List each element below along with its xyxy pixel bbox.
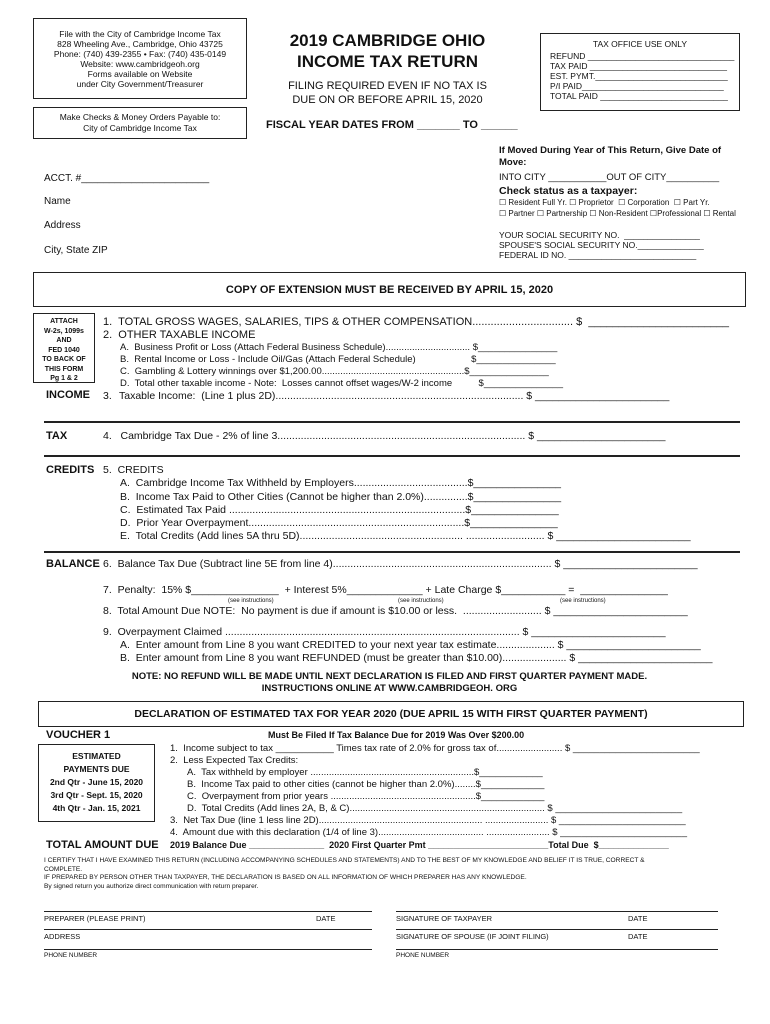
total-amount-due-label: TOTAL AMOUNT DUE [46,839,159,851]
office-info-line: 828 Wheeling Ave., Cambridge, Ohio 43725 [57,39,223,49]
city-state-zip-field[interactable]: City, State ZIP [44,245,108,256]
balance-label: BALANCE [46,558,100,570]
office-use-est-pymt: EST. PYMT.____________________________ [550,71,728,81]
check-status-label: Check status as a taxpayer: [499,185,638,197]
line-5e-total-credits[interactable]: E. Total Credits (Add lines 5A thru 5D)........................................................ ........................... $ _______________________ [120,530,691,542]
attach-box [33,313,95,383]
moved-heading [499,145,721,169]
line-9a-credited[interactable]: A. Enter amount from Line 8 you want CREDITED to your next year tax estimate.................... $ _______________________ [120,639,701,651]
taxpayer-phone-label[interactable]: PHONE NUMBER [396,952,450,959]
estimated-payments-box [38,744,155,822]
fiscal-year-dates: FISCAL YEAR DATES FROM _______ TO ______ [266,119,518,131]
voucher-requirement: Must Be Filed If Tax Balance Due for 2019 Was Over $200.00 [268,730,525,740]
signature-line [396,911,718,912]
line-2d[interactable]: D. Total other taxable income - Note: Losses cannot offset wages/W-2 income $_______________ [120,378,564,389]
est-line: 3rd Qtr - Sept. 15, 2020 [50,790,143,800]
see-instructions-note: (see instructions) [228,598,274,604]
attach-line: FED 1040 [48,346,80,354]
attach-line: W-2s, 1099s [44,327,84,335]
divider [44,455,740,457]
certification-text [44,857,744,891]
office-use-title: TAX OFFICE USE ONLY [592,39,688,49]
line-1-gross-wages[interactable]: 1. TOTAL GROSS WAGES, SALARIES, TIPS & OTHER COMPENSATION................................. $ _______________________ [103,316,730,328]
est-line: 2nd Qtr - June 15, 2020 [49,777,144,787]
federal-id-field[interactable]: FEDERAL ID NO. ___________________________ [499,250,697,260]
title-line-1: 2019 CAMBRIDGE OHIO [289,31,486,50]
preparer-label[interactable]: PREPARER (PLEASE PRINT) [44,914,146,923]
attach-line: ATTACH [50,318,78,325]
credits-label: CREDITS [46,464,95,476]
line-4-tax-due[interactable]: 4. Cambridge Tax Due - 2% of line 3..................................................................................... $ ______________________ [103,430,666,442]
income-label: INCOME [46,389,90,401]
account-number-field[interactable]: ACCT. #_______________________ [44,173,210,184]
office-info-line: Website: www.cambridgeoh.org [80,59,200,69]
office-use-pi-paid: P/I PAID______________________________ [550,81,724,91]
line-5-credits: 5. CREDITS [103,464,164,476]
signature-line [396,929,718,930]
office-use-tax-paid: TAX PAID _____________________________ [550,61,727,71]
est-line: 4th Qtr - Jan. 15, 2021 [52,803,141,813]
certify-line: COMPLETE. [44,865,83,873]
attach-line: TO BACK OF [42,356,86,363]
preparer-address-label[interactable]: ADDRESS [44,932,81,941]
line-5d[interactable]: D. Prior Year Overpayment..........................................................................$_______________ [120,517,558,529]
payable-to-box [33,107,247,139]
certify-line: By signed return you authorize direct communication with return preparer. [44,882,259,890]
voucher-line-2: 2. Less Expected Tax Credits: [170,755,299,766]
ssn-field[interactable]: YOUR SOCIAL SECURITY NO. ________________ [499,230,700,240]
line-2a[interactable]: A. Business Profit or Loss (Attach Federal Business Schedule)................................ $_______________ [120,342,558,353]
spouse-ssn-field[interactable]: SPOUSE'S SOCIAL SECURITY NO.______________ [499,240,704,250]
line-2-other-income: 2. OTHER TAXABLE INCOME [103,329,256,341]
attach-line: THIS FORM [44,365,84,373]
spouse-date-label[interactable]: DATE [628,932,648,941]
attach-line: Pg 1 & 2 [50,375,78,382]
total-amount-due-line[interactable]: 2019 Balance Due _______________ 2020 First Quarter Pmt ________________________Total Due $______________ [170,840,669,850]
see-instructions-note: (see instructions) [398,598,444,604]
voucher-line-2d[interactable]: D. Total Credits (Add lines 2A, B, & C).......................................................................... $ ________________________ [187,803,683,814]
line-9-overpayment[interactable]: 9. Overpayment Claimed ..................................................................................................... $ _______________________ [103,626,666,638]
spouse-signature-label[interactable]: SIGNATURE OF SPOUSE (IF JOINT FILING) [396,932,549,941]
office-use-refund: REFUND _______________________________ [550,51,735,61]
status-checkboxes-row-2[interactable]: ☐ Partner ☐ Partnership ☐ Non-Resident ☐Professional ☐ Rental [499,209,736,218]
line-5c[interactable]: C. Estimated Tax Paid .................................................................................$_______________ [120,504,559,516]
line-5b[interactable]: B. Income Tax Paid to Other Cities (Cannot be higher than 2.0%)...............$_______________ [120,491,562,503]
title-line-2: INCOME TAX RETURN [296,52,478,71]
voucher-line-3[interactable]: 3. Net Tax Due (line 1 less line 2D).............................................................. ........................ $ ________________________ [170,815,686,826]
moved-line-1: If Moved During Year of This Return, Give Date of [499,145,722,156]
line-5a[interactable]: A. Cambridge Income Tax Withheld by Employers.......................................$_______________ [120,477,562,489]
attach-line: AND [56,337,72,344]
extension-box [33,272,746,307]
line-7-penalty[interactable]: 7. Penalty: 15% $_______________ + Interest 5%_____________ + Late Charge $___________ = _______________ [103,584,668,596]
extension-notice: COPY OF EXTENSION MUST BE RECEIVED BY APRIL 15, 2020 [225,284,554,296]
name-field[interactable]: Name [44,196,71,207]
signature-line [44,929,372,930]
filing-line-1: FILING REQUIRED EVEN IF NO TAX IS [288,80,487,92]
form-title [255,30,520,72]
moved-line-2: Move: [499,157,527,168]
voucher-line-2c[interactable]: C. Overpayment from prior years .......................................................$____________ [187,791,545,802]
line-3-taxable-income[interactable]: Taxable Income: (Line 1 plus 2D)..................................................................................... $ _______________________ [119,390,670,402]
preparer-phone-label[interactable]: PHONE NUMBER [44,952,98,959]
see-instructions-note: (see instructions) [560,598,606,604]
note-line-2: INSTRUCTIONS ONLINE AT WWW.CAMBRIDGEOH. ORG [261,683,518,694]
status-checkboxes-row-1[interactable]: ☐ Resident Full Yr. ☐ Proprietor ☐ Corporation ☐ Part Yr. [499,198,710,207]
tax-label: TAX [46,430,68,442]
payable-line: Make Checks & Money Orders Payable to: [59,112,221,122]
taxpayer-date-label[interactable]: DATE [628,914,648,923]
voucher-line-2a[interactable]: A. Tax withheld by employer ..............................................................$____________ [187,767,543,778]
taxpayer-signature-label[interactable]: SIGNATURE OF TAXPAYER [396,914,492,923]
est-line: PAYMENTS DUE [63,764,130,774]
office-info-line: File with the City of Cambridge Income Tax [59,29,221,39]
filing-requirement [255,79,520,107]
office-info-line: Phone: (740) 439-2355 • Fax: (740) 435-0149 [53,49,227,59]
certify-line: IF PREPARED BY PERSON OTHER THAN TAXPAYER, THE DECLARATION IS BASED ON ALL INFORMATION OF WHICH PREPARER HAS ANY KNOWLEDGE. [44,874,527,881]
divider [44,551,740,553]
line-9b-refunded[interactable]: B. Enter amount from Line 8 you want REFUNDED (must be greater than $10.00)...................... $ _______________________ [120,652,713,664]
line-2c[interactable]: C. Gambling & Lottery winnings over $1,200.00......................................................$_______________ [120,366,549,377]
voucher-line-2b[interactable]: B. Income Tax paid to other cities (cannot be higher than 2.0%)........$____________ [187,779,545,790]
filing-line-2: DUE ON OR BEFORE APRIL 15, 2020 [292,94,483,106]
office-use-total-paid: TOTAL PAID ___________________________ [550,91,728,101]
declaration-box [38,701,744,727]
payable-line: City of Cambridge Income Tax [83,123,197,133]
refund-note [33,671,746,695]
signature-line [44,911,372,912]
address-field[interactable]: Address [44,220,81,231]
divider [44,421,740,423]
signature-line [396,949,718,950]
tax-office-use-box [540,33,740,111]
office-info-box [33,18,247,99]
line-8-total-due[interactable]: 8. Total Amount Due NOTE: No payment is due if amount is $10.00 or less. ........................... $ _______________________ [103,605,688,617]
line-6-balance-due[interactable]: 6. Balance Tax Due (Subtract line 5E from line 4)........................................................................... $ _______________________ [103,558,698,570]
voucher-line-4[interactable]: 4. Amount due with this declaration (1/4 of line 3)........................................ ........................ $ ________________________ [170,827,687,838]
line-3-number: 3. [103,390,112,402]
est-line: ESTIMATED [72,751,121,761]
line-2b[interactable]: B. Rental Income or Loss - Include Oil/Gas (Attach Federal Schedule) $_______________ [120,354,556,365]
voucher-line-1[interactable]: 1. Income subject to tax ___________ Times tax rate of 2.0% for gross tax of......................... $ ________________________ [170,743,700,754]
certify-line: I CERTIFY THAT I HAVE EXAMINED THIS RETURN (INCLUDING ACCOMPANYING SCHEDULES AND STATEMENTS) AND TO THE BEST OF MY KNOWLEDGE AND BELIEF IT IS TRUE, CORRECT & [44,857,645,864]
declaration-title: DECLARATION OF ESTIMATED TAX FOR YEAR 2020 (DUE APRIL 15 WITH FIRST QUARTER PAYMENT) [134,708,648,720]
preparer-date-label[interactable]: DATE [316,914,336,923]
office-info-line: Forms available on Website [87,69,193,79]
office-info-line: under City Government/Treasurer [76,79,204,89]
into-out-of-city-field[interactable]: INTO CITY ___________OUT OF CITY__________ [499,172,720,183]
voucher-label: VOUCHER 1 [46,729,111,741]
note-line-1: NOTE: NO REFUND WILL BE MADE UNTIL NEXT DECLARATION IS FILED AND FIRST QUARTER PAYMENT MADE. [131,671,648,682]
signature-line [44,949,372,950]
